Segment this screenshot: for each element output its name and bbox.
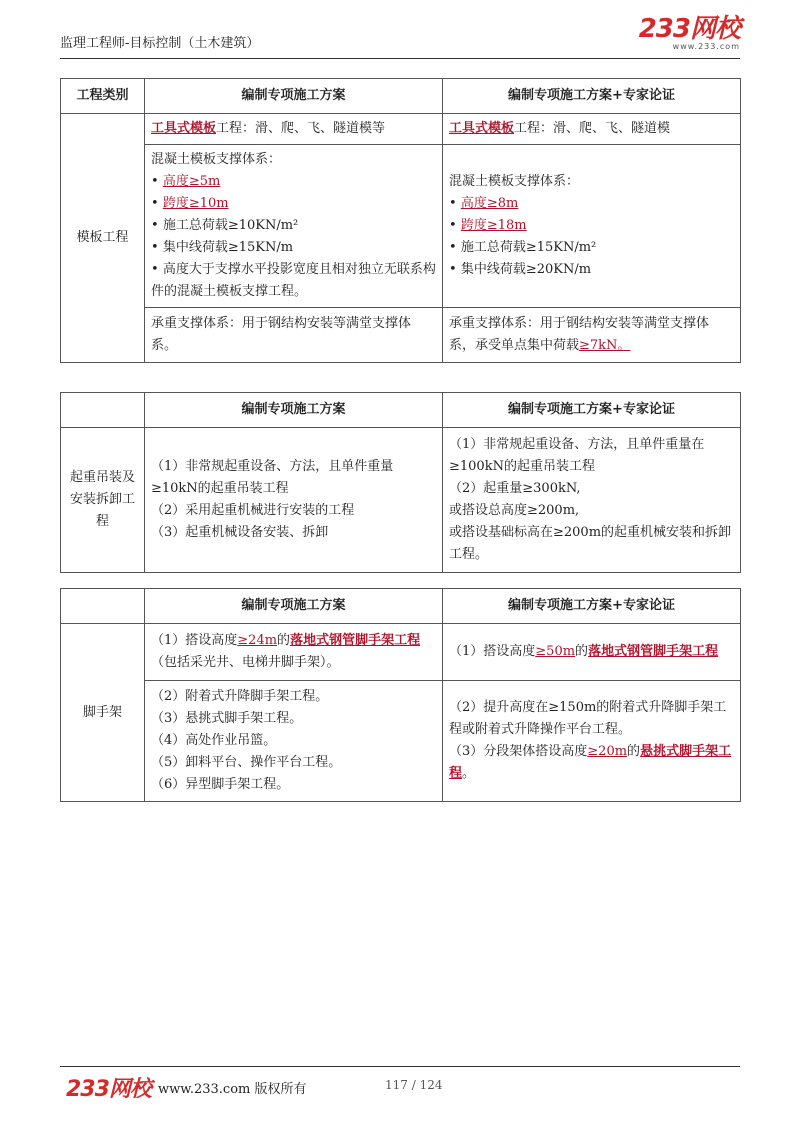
cell-text: （包括采光井、电梯井脚手架）。 bbox=[151, 655, 340, 670]
cell-text: 承重支撑体系：用于钢结构安装等满堂支撑体系，承受单点集中荷载 bbox=[449, 316, 710, 353]
list-item: • 集中线荷载≥20KN/m bbox=[449, 259, 734, 281]
cell bbox=[145, 428, 443, 573]
table-row bbox=[61, 428, 741, 573]
category-cell: 起重吊装及安装拆卸工程 bbox=[61, 428, 145, 573]
header-plan-expert: 编制专项施工方案+专家论证 bbox=[443, 589, 741, 624]
table-row bbox=[61, 624, 741, 681]
brand-logo-text: 233网校 bbox=[638, 14, 740, 44]
header-plan: 编制专项施工方案 bbox=[145, 393, 443, 428]
list-item: （2）提升高度在≥150m的附着式升降脚手架工程或附着式升降操作平台工程。 bbox=[449, 700, 727, 737]
cell bbox=[443, 681, 741, 802]
header-plan: 编制专项施工方案 bbox=[145, 79, 443, 114]
header-plan-expert: 编制专项施工方案+专家论证 bbox=[443, 79, 741, 114]
table-header-row bbox=[61, 393, 741, 428]
list-item: 或搭设总高度≥200m, bbox=[449, 503, 580, 518]
list-item bbox=[449, 215, 734, 237]
highlight: 跨度≥10m bbox=[162, 196, 229, 211]
cell-text: （3）分段架体搭设高度 bbox=[449, 744, 588, 759]
footer-divider bbox=[60, 1066, 740, 1067]
list-item: （4）高处作业吊篮。 bbox=[151, 733, 277, 748]
header-category: 工程类别 bbox=[61, 79, 145, 114]
footer-logo: 233网校 bbox=[66, 1077, 151, 1102]
cell-text: 。 bbox=[462, 766, 476, 781]
cell bbox=[145, 681, 443, 802]
table-row bbox=[61, 681, 741, 802]
brand-logo bbox=[639, 16, 740, 51]
cell-text: 混凝土模板支撑体系： bbox=[151, 152, 282, 167]
highlight: ≥20m bbox=[587, 744, 628, 759]
cell bbox=[145, 145, 443, 308]
cell bbox=[443, 145, 741, 308]
list-item bbox=[151, 193, 436, 215]
list-item bbox=[151, 171, 436, 193]
list-item: （1）非常规起重设备、方法，且单件重量在≥100kN的起重吊装工程 bbox=[449, 437, 705, 474]
table-row bbox=[61, 308, 741, 363]
list-item bbox=[449, 193, 734, 215]
cell bbox=[443, 624, 741, 681]
cell bbox=[443, 428, 741, 573]
list-item: （1）非常规起重设备、方法，且单件重量≥10kN的起重吊装工程 bbox=[151, 459, 394, 496]
header-divider bbox=[60, 58, 740, 59]
header-plan-expert: 编制专项施工方案+专家论证 bbox=[443, 393, 741, 428]
cell bbox=[443, 114, 741, 145]
cell-text: 工程：滑、爬、飞、隧道模等 bbox=[216, 121, 386, 136]
highlight: 工具式模板 bbox=[449, 121, 515, 136]
cell bbox=[443, 308, 741, 363]
table-header-row bbox=[61, 589, 741, 624]
highlight: 工具式模板 bbox=[151, 121, 217, 136]
list-item: （6）异型脚手架工程。 bbox=[151, 777, 290, 792]
highlight: 高度≥8m bbox=[460, 196, 519, 211]
header-category bbox=[61, 589, 145, 624]
list-item: • 集中线荷载≥15KN/m bbox=[151, 237, 436, 259]
cell-text: 混凝土模板支撑体系： bbox=[449, 174, 580, 189]
list-item bbox=[449, 741, 734, 785]
cell-text: （1）搭设高度 bbox=[449, 644, 536, 659]
header-plan: 编制专项施工方案 bbox=[145, 589, 443, 624]
highlight: 落地式钢管脚手架工程 bbox=[588, 644, 719, 659]
list-item: （2）采用起重机械进行安装的工程 bbox=[151, 503, 355, 518]
table-header-row bbox=[61, 79, 741, 114]
footer-copyright: www.233.com 版权所有 bbox=[158, 1082, 307, 1097]
highlight: ≥24m bbox=[237, 633, 278, 648]
header-category bbox=[61, 393, 145, 428]
cell-text: （1）搭设高度 bbox=[151, 633, 238, 648]
list-item: 或搭设基础标高在≥200m的起重机械安装和拆卸工程。 bbox=[449, 525, 732, 562]
formwork-table bbox=[60, 78, 741, 363]
list-item: （3）起重机械设备安装、拆卸 bbox=[151, 525, 329, 540]
list-item: • 高度大于支撑水平投影宽度且相对独立无联系构件的混凝土模板支撑工程。 bbox=[151, 259, 436, 303]
document-title: 监理工程师-目标控制（土木建筑） bbox=[60, 36, 260, 51]
cell: 承重支撑体系：用于钢结构安装等满堂支撑体系。 bbox=[145, 308, 443, 363]
cell bbox=[145, 114, 443, 145]
highlight: 悬挑式脚手架工程 bbox=[449, 744, 732, 781]
category-cell: 脚手架 bbox=[61, 624, 145, 802]
scaffold-table bbox=[60, 588, 741, 802]
highlight: 跨度≥18m bbox=[460, 218, 527, 233]
category-cell: 模板工程 bbox=[61, 114, 145, 363]
cell-text: 的 bbox=[277, 633, 291, 648]
cell-text: 的 bbox=[575, 644, 589, 659]
list-item: （2）附着式升降脚手架工程。 bbox=[151, 689, 329, 704]
highlight: 高度≥5m bbox=[162, 174, 221, 189]
list-item: • 施工总荷载≥10KN/m² bbox=[151, 215, 436, 237]
brand-logo-url: www.233.com bbox=[672, 42, 740, 51]
cell-text: 的 bbox=[627, 744, 641, 759]
list-item: （5）卸料平台、操作平台工程。 bbox=[151, 755, 342, 770]
table-row bbox=[61, 145, 741, 308]
cell-text: 工程：滑、爬、飞、隧道模 bbox=[514, 121, 671, 136]
list-item: （3）悬挑式脚手架工程。 bbox=[151, 711, 303, 726]
list-item: • 施工总荷载≥15KN/m² bbox=[449, 237, 734, 259]
highlight: ≥50m bbox=[535, 644, 576, 659]
cell bbox=[145, 624, 443, 681]
page-number: 117 / 124 bbox=[385, 1078, 443, 1092]
table-row bbox=[61, 114, 741, 145]
lifting-table bbox=[60, 392, 741, 573]
list-item: （2）起重量≥300kN, bbox=[449, 481, 581, 496]
highlight: ≥7kN。 bbox=[579, 338, 631, 353]
highlight: 落地式钢管脚手架工程 bbox=[290, 633, 421, 648]
